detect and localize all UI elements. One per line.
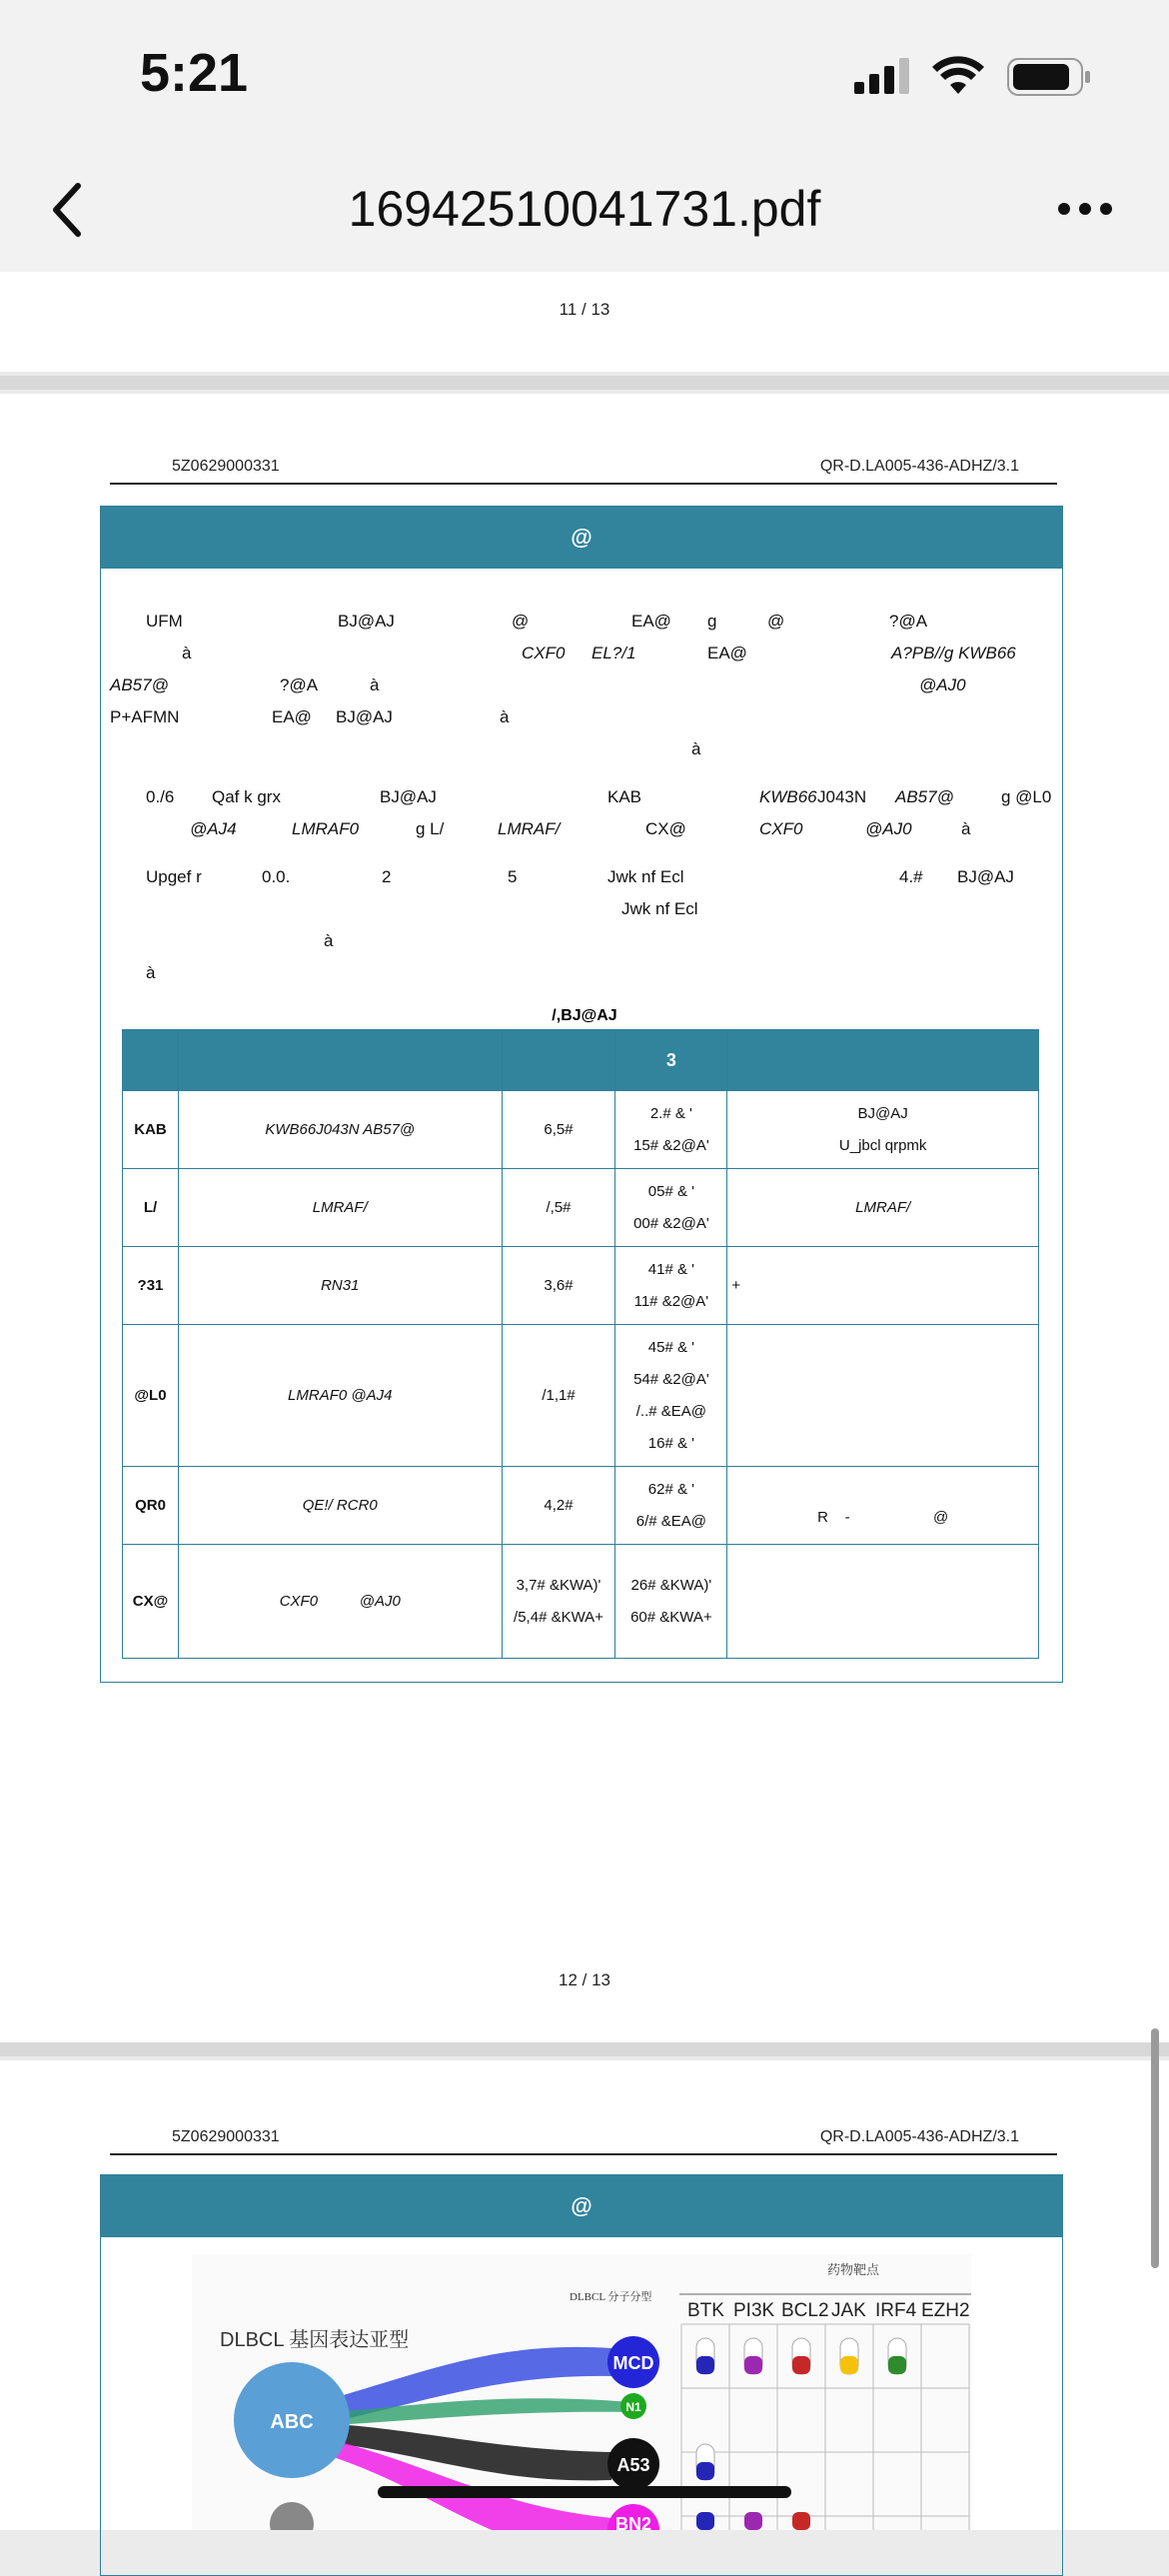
table-row (123, 1545, 1039, 1659)
body-text: à (961, 819, 971, 838)
body-text: Upgef r (146, 867, 202, 886)
target-label: EZH2 (921, 2300, 970, 2321)
body-text: AB57@ (110, 675, 169, 694)
body-text: g @L0 (1001, 787, 1052, 806)
figure-title: DLBCL 基因表达亚型 (220, 2329, 410, 2351)
body-text: à (146, 963, 156, 982)
target-labels (687, 2300, 970, 2321)
battery-icon (1007, 58, 1091, 96)
body-text: BJ@AJ (336, 707, 393, 726)
table-cell (727, 1545, 1039, 1659)
header-divider (110, 483, 1057, 485)
vertical-scrollbar[interactable] (1151, 2028, 1159, 2268)
body-text: AB57@ (895, 787, 954, 806)
target-label: BCL2 (781, 2300, 829, 2321)
header-divider (110, 2153, 1057, 2155)
bn2-label: BN2 (614, 2514, 652, 2530)
body-text: g (707, 612, 717, 631)
table-cell: 3,6# (502, 1247, 615, 1325)
table-header-row (123, 1030, 1039, 1091)
page-header-id: 5Z0629000331 (172, 2128, 280, 2145)
page-separator (0, 2042, 1169, 2056)
body-text: 2 (382, 867, 392, 886)
more-options-icon[interactable] (1057, 202, 1113, 216)
target-grid (681, 2324, 969, 2530)
table-cell: 05# & ' 00# &2@A' (615, 1169, 727, 1247)
table-cell: KWB66J043N AB57@ (178, 1091, 502, 1169)
body-text: 0./6 (146, 787, 175, 806)
target-label: IRF4 (875, 2300, 917, 2321)
figure-subtitle: DLBCL 分子分型 (570, 2291, 652, 2303)
table-header-cell (502, 1030, 615, 1091)
body-text: @ (767, 612, 785, 631)
body-text: UFM (146, 612, 183, 631)
body-text: @AJ0 (919, 675, 966, 694)
body-text: ?@A (280, 675, 319, 694)
page-separator (0, 376, 1169, 390)
table-cell: + (727, 1247, 1039, 1325)
body-text: 5 (508, 867, 518, 886)
target-label: PI3K (733, 2300, 775, 2321)
body-text: LMRAF0 (292, 819, 360, 838)
body-text: @AJ0 (865, 819, 912, 838)
table-cell: 26# &KWA)' 60# &KWA+ (615, 1545, 727, 1659)
table-cell: LMRAF/ (178, 1169, 502, 1247)
document-title: 16942510041731.pdf (348, 181, 821, 237)
pdf-page-12 (0, 394, 1169, 2042)
body-text: LMRAF/ (498, 819, 561, 838)
table-caption: /,BJ@AJ (552, 1007, 617, 1024)
body-text: à (182, 644, 192, 662)
table-cell: BJ@AJ U_jbcl qrpmk (727, 1091, 1039, 1169)
abc-label: ABC (270, 2411, 314, 2433)
page-header-id: 5Z0629000331 (172, 458, 280, 475)
table-header-cell (123, 1030, 179, 1091)
drug-capsules (696, 2338, 906, 2530)
table-cell: L/ (123, 1169, 179, 1247)
table-row (123, 1169, 1039, 1247)
table-header-cell (178, 1030, 502, 1091)
target-label: JAK (831, 2300, 866, 2321)
a53-label: A53 (616, 2455, 650, 2475)
table-header-cell: 3 (615, 1030, 727, 1091)
table-row (123, 1467, 1039, 1545)
section-heading: @ (101, 507, 1062, 569)
body-text: KAB (607, 787, 642, 806)
body-text: à (500, 707, 510, 726)
table-cell: /,5# (502, 1169, 615, 1247)
gcb-node (270, 2502, 314, 2530)
table-cell: 6,5# (502, 1091, 615, 1169)
body-text: CXF0 (759, 819, 803, 838)
section-heading: @ (101, 2175, 1062, 2237)
table-header-cell (727, 1030, 1039, 1091)
table-cell: LMRAF0 @AJ4 (178, 1325, 502, 1467)
body-text: 0.0. (262, 867, 291, 886)
body-text: à (324, 931, 334, 950)
cellular-signal-icon (854, 58, 910, 94)
body-text: g L/ (416, 819, 445, 838)
body-text: Qaf k grx (212, 787, 281, 806)
body-text: BJ@AJ (338, 612, 395, 631)
body-text: KWB66 (759, 787, 817, 806)
table-cell: 45# & ' 54# &2@A' /..# &EA@ 16# & ' (615, 1325, 727, 1467)
body-text: Jwk nf Ecl (621, 899, 698, 918)
figure-top-label: 药物靶点 (827, 2262, 880, 2277)
pdf-page-11 (0, 272, 1169, 372)
body-text: J043N (817, 787, 867, 806)
table-cell: 62# & ' 6/# &EA@ (615, 1467, 727, 1545)
page-header-code: QR-D.LA005-436-ADHZ/3.1 (819, 458, 1019, 475)
body-text: Jwk nf Ecl (607, 867, 684, 886)
table-cell: @L0 (123, 1325, 179, 1467)
body-text: EA@ (707, 644, 747, 662)
table-row (123, 1091, 1039, 1169)
table-row (123, 1325, 1039, 1467)
table-cell: RN31 (178, 1247, 502, 1325)
table-cell: CXF0 @AJ0 (178, 1545, 502, 1659)
body-text: CXF0 (522, 644, 566, 662)
body-text: EA@ (631, 612, 671, 631)
page-header-code: QR-D.LA005-436-ADHZ/3.1 (819, 2128, 1019, 2145)
table-cell: 3,7# &KWA)' /5,4# &KWA+ (502, 1545, 615, 1659)
table-cell: /1,1# (502, 1325, 615, 1467)
body-text: BJ@AJ (380, 787, 437, 806)
wifi-icon (931, 56, 985, 96)
table-cell: R - @ (727, 1467, 1039, 1545)
table-cell: 4,2# (502, 1467, 615, 1545)
body-text: EA@ (272, 707, 312, 726)
table-row (123, 1247, 1039, 1325)
body-text: EL?/1 (591, 644, 636, 662)
status-time: 5:21 (140, 43, 249, 103)
table-cell: KAB (123, 1091, 179, 1169)
table-cell (727, 1325, 1039, 1467)
table-cell: 41# & ' 11# &2@A' (615, 1247, 727, 1325)
body-text: ?@A (889, 612, 928, 631)
table-cell: ?31 (123, 1247, 179, 1325)
table-cell: CX@ (123, 1545, 179, 1659)
body-text: @ (512, 612, 530, 631)
table-cell: QR0 (123, 1467, 179, 1545)
body-text: 4.# (899, 867, 923, 886)
page-number: 12 / 13 (559, 1970, 610, 1989)
body-text: à (370, 675, 380, 694)
table-cell: QE!/ RCR0 (178, 1467, 502, 1545)
page-number: 11 / 13 (559, 300, 610, 319)
body-text: @AJ4 (190, 819, 237, 838)
navigation-bar (0, 140, 1169, 273)
mcd-label: MCD (612, 2353, 654, 2373)
target-label: BTK (687, 2300, 724, 2321)
body-text: à (691, 739, 701, 758)
table-cell: 2.# & ' 15# &2@A' (615, 1091, 727, 1169)
home-indicator[interactable] (378, 2486, 791, 2498)
body-text: A?PB//g KWB66 (891, 644, 1016, 662)
status-bar (0, 0, 1169, 140)
body-text: CX@ (645, 819, 686, 838)
body-text: P+AFMN (110, 707, 180, 726)
table-cell: LMRAF/ (727, 1169, 1039, 1247)
data-table (122, 1029, 1039, 1659)
body-text: BJ@AJ (957, 867, 1014, 886)
n1-label: N1 (625, 2400, 641, 2414)
